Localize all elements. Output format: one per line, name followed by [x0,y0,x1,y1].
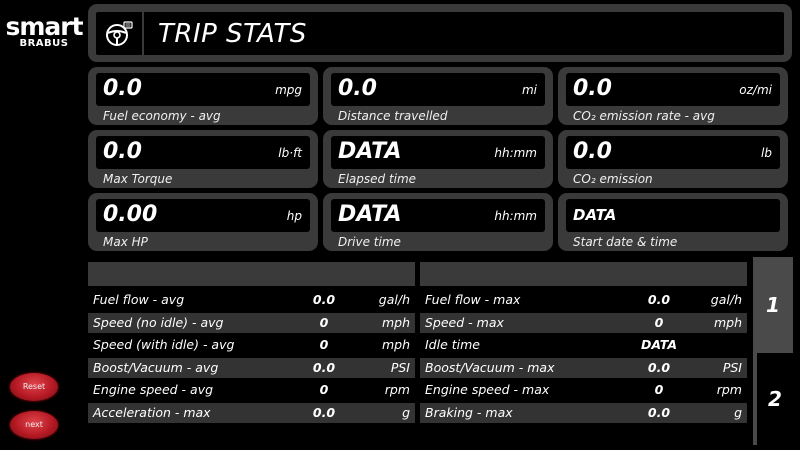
stat-value-box [566,73,780,106]
logo-brand-text: smart [5,12,83,41]
table-row [88,380,415,400]
row-unit: mph [713,314,742,330]
stat-value: 0.00 [103,202,158,227]
stat-value-box [331,199,545,232]
row-label: Acceleration - max [93,404,211,420]
stat-label: Drive time [338,235,401,249]
stat-label: Elapsed time [338,172,417,186]
stat-card-start-date [558,193,788,251]
row-unit: PSI [722,359,742,375]
row-value: 0.0 [312,359,336,375]
row-label: Braking - max [425,404,513,420]
stat-unit: hh:mm [494,209,537,223]
table-row [88,335,415,355]
next-button-label: next [25,419,43,429]
stat-value-box [331,136,545,169]
stat-value: 0.0 [103,76,142,101]
stat-unit: lb·ft [278,146,302,160]
table-header [88,262,415,286]
row-value: DATA [640,337,678,353]
page-tab-label: 2 [768,387,782,411]
row-label: Idle time [425,337,480,353]
stat-value: 0.0 [338,76,377,101]
stat-unit: oz/mi [739,83,772,97]
row-label: Speed - max [425,314,504,330]
row-unit: gal/h [378,292,410,307]
stat-card-elapsed-time [323,130,553,188]
row-label: Speed (no idle) - avg [93,314,224,330]
title-bar [88,4,792,62]
stat-label: Fuel economy - avg [103,109,221,123]
stat-value-box [96,199,310,232]
stat-card-drive-time [323,193,553,251]
table-row [88,358,415,378]
stat-value: 0.0 [103,139,142,164]
table-row [420,380,747,400]
stat-unit: mi [521,83,537,97]
row-value: 0.0 [312,292,336,307]
row-value: 0 [319,382,329,398]
stat-label: CO₂ emission [573,172,653,186]
table-row [420,313,747,333]
stat-card-max-hp [88,193,318,251]
row-label: Fuel flow - max [425,292,521,307]
stats-table-left [88,262,415,426]
row-unit: g [734,404,742,420]
row-label: Engine speed - avg [93,382,214,398]
row-unit: mph [381,314,410,330]
row-unit: mph [381,337,410,353]
table-row [420,335,747,355]
brand-logo [2,14,86,49]
stats-table [88,262,748,448]
stat-label: Max HP [103,235,148,249]
row-value: 0.0 [647,404,671,420]
row-unit: PSI [390,359,410,375]
stat-unit: hh:mm [494,146,537,160]
title-inner [96,12,784,55]
stat-value-box [566,136,780,169]
table-row [420,290,747,310]
stat-value-box [566,199,780,232]
reset-button-label: Reset [22,381,46,391]
page-tab-label: 1 [766,293,780,317]
next-button[interactable] [9,410,59,440]
stat-value: DATA [338,139,402,164]
stat-label: Max Torque [103,172,173,186]
row-label: Speed (with idle) - avg [93,337,235,353]
stat-value: DATA [338,202,402,227]
row-value: 0.0 [312,404,336,420]
stat-value: DATA [573,206,617,224]
stat-card-co2-emission [558,130,788,188]
row-value: 0 [319,337,329,353]
row-unit: rpm [716,382,742,398]
stat-value-box [331,73,545,106]
stat-value: 0.0 [573,76,612,101]
table-header [420,262,747,286]
row-value: 0 [654,382,664,398]
row-value: 0 [319,314,329,330]
row-label: Boost/Vacuum - max [425,359,555,375]
table-row [88,403,415,423]
stat-unit: lb [761,146,772,160]
stat-unit: mpg [275,83,302,97]
reset-button[interactable] [9,372,59,402]
stat-card-distance [323,67,553,125]
stat-label: Start date & time [573,235,678,249]
stat-unit: hp [286,209,302,223]
table-row [420,358,747,378]
row-label: Engine speed - max [425,382,550,398]
row-unit: g [402,404,410,420]
table-row [88,290,415,310]
table-row [420,403,747,423]
page-tab-2[interactable] [753,353,793,445]
table-row [88,313,415,333]
stat-card-max-torque [88,130,318,188]
stats-table-right [420,262,747,426]
steering-wheel-icon [96,12,144,55]
row-label: Boost/Vacuum - avg [93,359,219,375]
stat-value-box [96,136,310,169]
stat-card-fuel-economy [88,67,318,125]
stat-value: 0.0 [573,139,612,164]
row-value: 0.0 [647,359,671,375]
stat-card-co2-rate [558,67,788,125]
row-label: Fuel flow - avg [93,292,185,307]
row-value: 0.0 [647,292,671,307]
row-value: 0 [654,314,664,330]
row-unit: rpm [384,382,410,398]
page-tab-1[interactable] [753,257,793,353]
row-unit: gal/h [710,292,742,307]
stat-value-box [96,73,310,106]
logo-sub-text: BRABUS [19,38,69,49]
stat-label: Distance travelled [338,109,448,123]
stat-label: CO₂ emission rate - avg [573,109,715,123]
page-title: TRIP STATS [158,18,307,49]
